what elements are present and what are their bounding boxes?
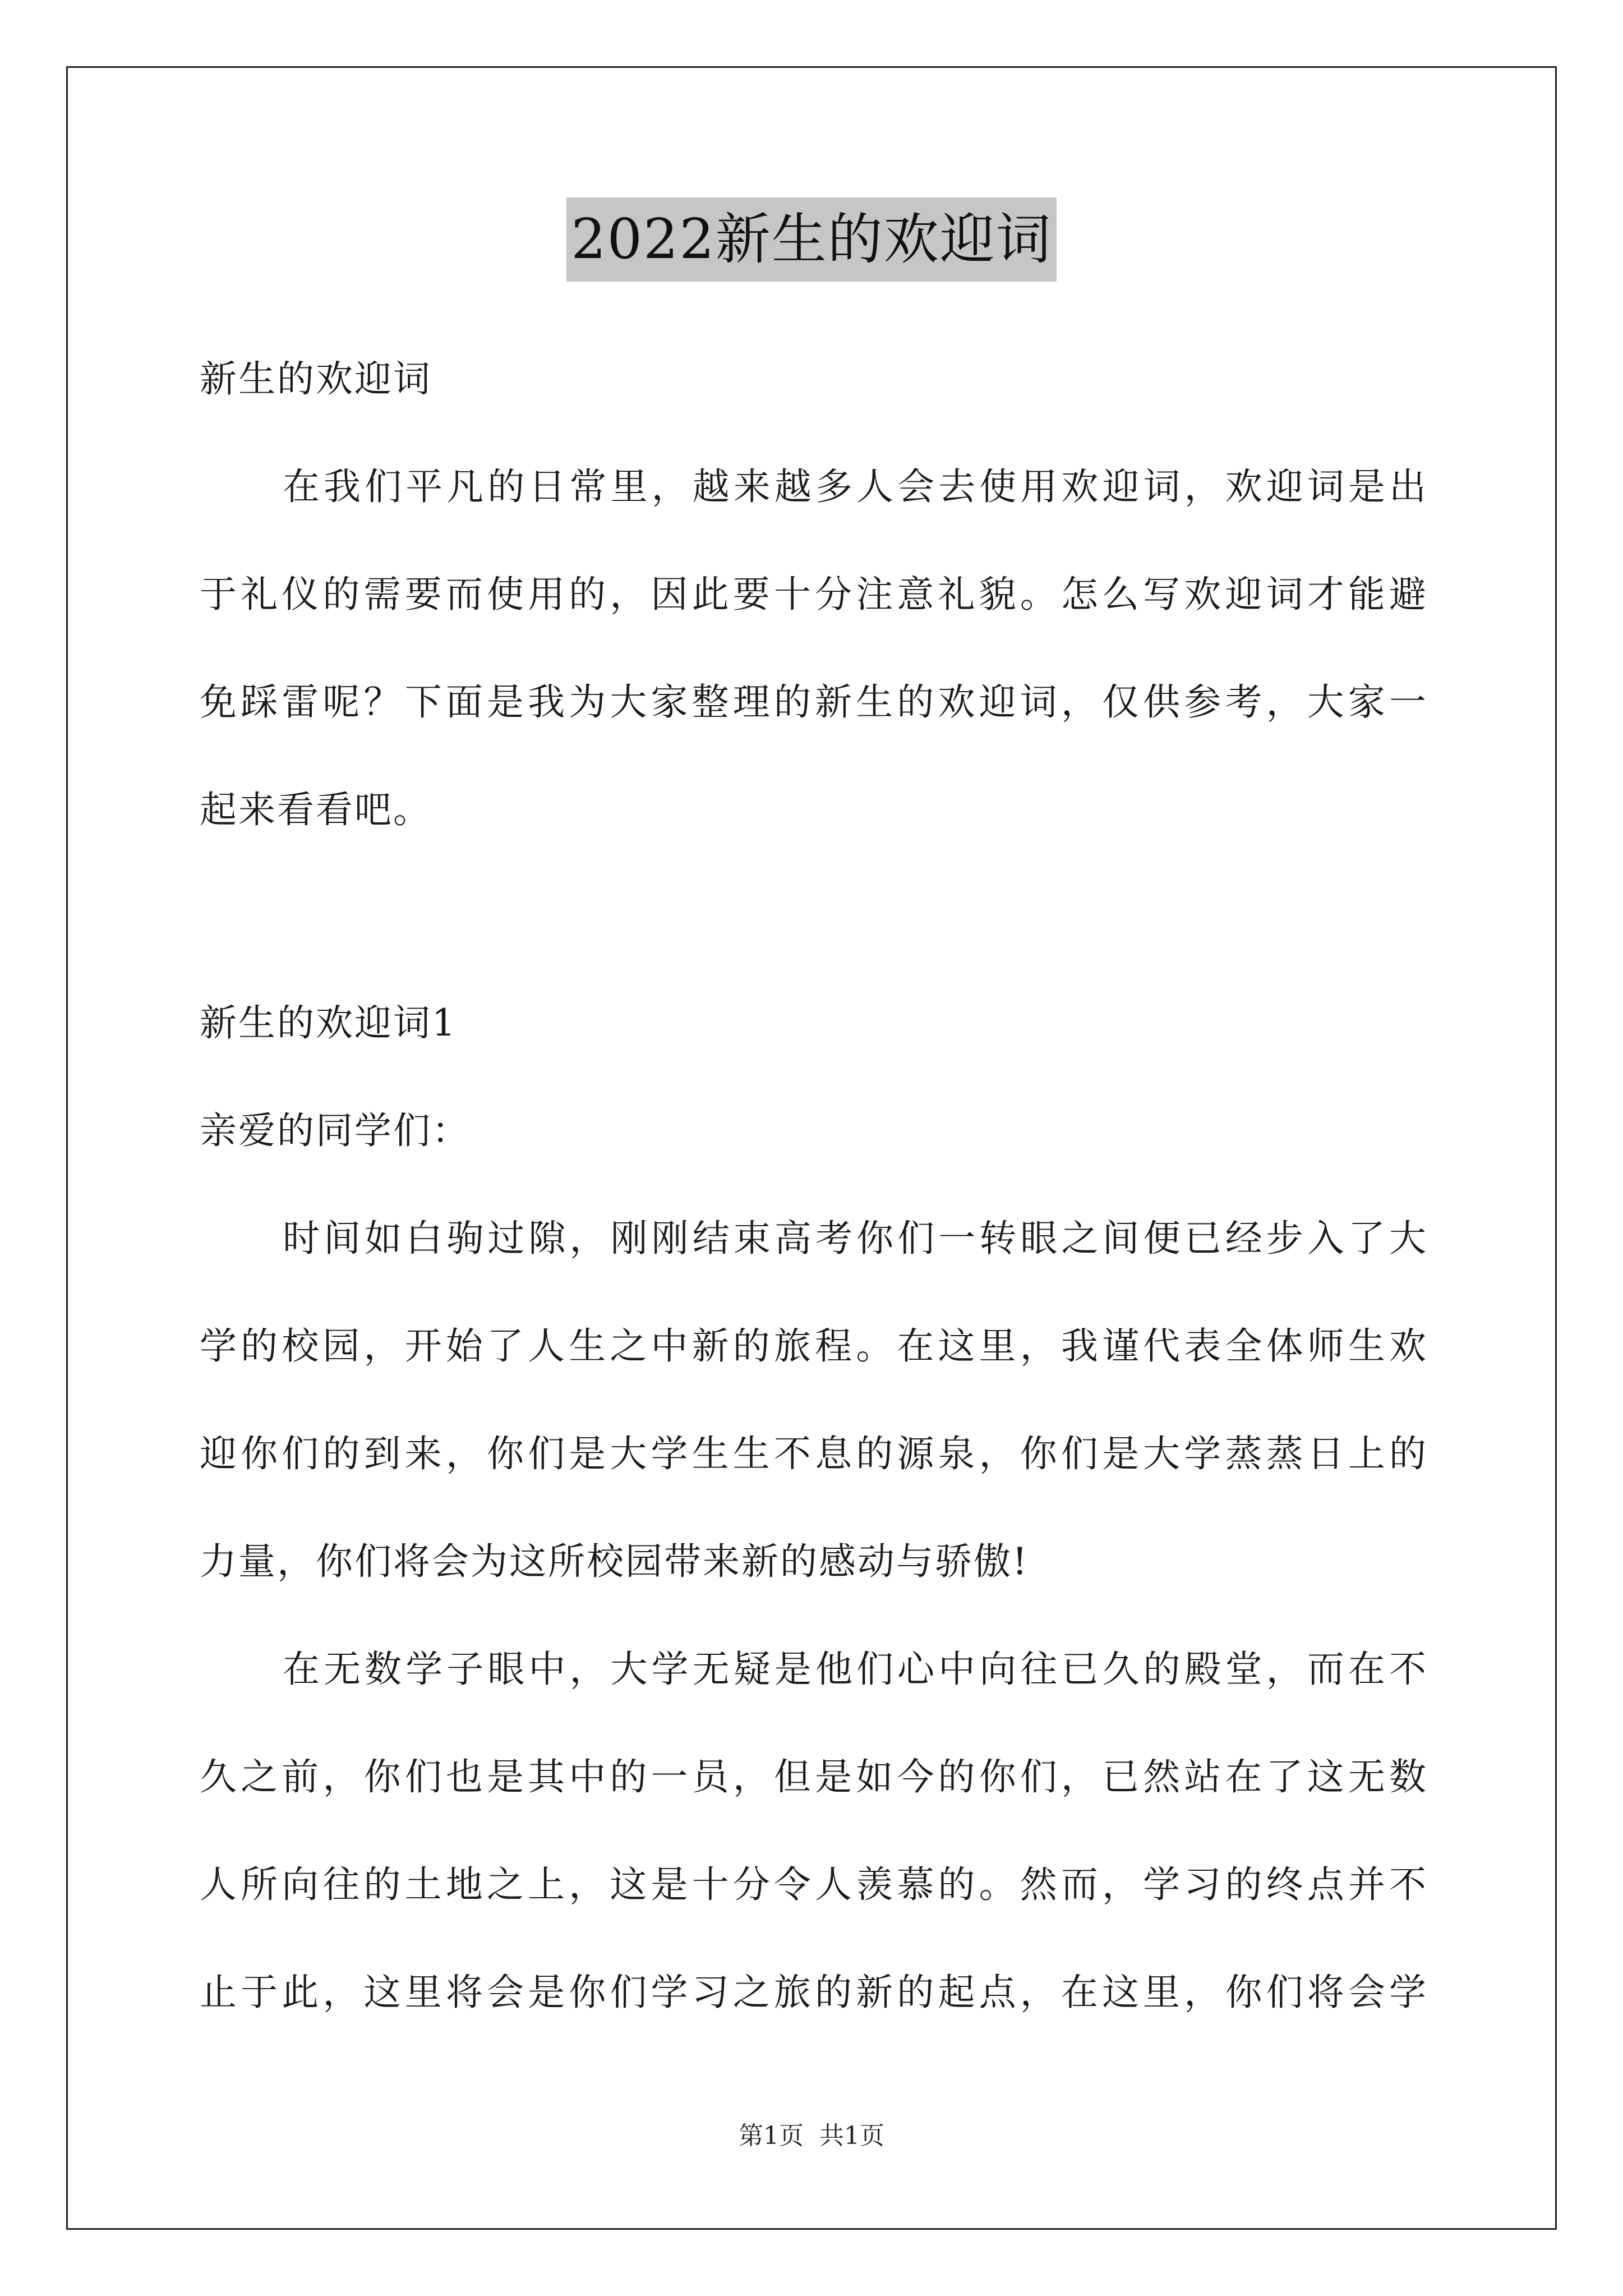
document-body bbox=[200, 325, 1428, 2046]
paragraph-line: 免踩雷呢？下面是我为大家整理的新生的欢迎词，仅供参考，大家一 bbox=[200, 680, 1428, 724]
paragraph-line: 学的校园，开始了人生之中新的旅程。在这里，我谨代表全体师生欢 bbox=[200, 1324, 1428, 1368]
paragraph-line: 力量，你们将会为这所校园带来新的感动与骄傲! bbox=[200, 1540, 1029, 1583]
paragraph-line: 时间如白驹过隙，刚刚结束高考你们一转眼之间便已经步入了大 bbox=[283, 1217, 1428, 1260]
paragraph-line: 止于此，这里将会是你们学习之旅的新的起点，在这里，你们将会学 bbox=[200, 1971, 1428, 2014]
section-spacer bbox=[200, 864, 1428, 969]
paragraph-line: 迎你们的到来，你们是大学生生不息的源泉，你们是大学蒸蒸日上的 bbox=[200, 1432, 1428, 1475]
paragraph-line: 人所向往的土地之上，这是十分令人羡慕的。然而，学习的终点并不 bbox=[200, 1863, 1428, 1906]
paragraph-2 bbox=[200, 1616, 1428, 2046]
paragraph-1 bbox=[200, 1185, 1428, 1616]
intro-heading: 新生的欢迎词 bbox=[200, 357, 432, 401]
paragraph-line: 起来看看吧。 bbox=[200, 788, 432, 831]
page-number: 第1页 bbox=[739, 2122, 804, 2150]
paragraph-line: 于礼仪的需要而使用的，因此要十分注意礼貌。怎么写欢迎词才能避 bbox=[200, 573, 1428, 616]
salutation: 亲爱的同学们： bbox=[200, 1109, 471, 1152]
page-footer bbox=[0, 2119, 1623, 2153]
page-total: 共1页 bbox=[819, 2122, 884, 2150]
paragraph-line: 在我们平凡的日常里，越来越多人会去使用欢迎词，欢迎词是出 bbox=[283, 465, 1428, 508]
title-container bbox=[0, 197, 1623, 282]
paragraph-line: 久之前，你们也是其中的一员，但是如今的你们，已然站在了这无数 bbox=[200, 1755, 1428, 1798]
paragraph-line: 在无数学子眼中，大学无疑是他们心中向往已久的殿堂，而在不 bbox=[283, 1648, 1428, 1691]
document-title: 2022新生的欢迎词 bbox=[566, 197, 1056, 282]
intro-paragraph bbox=[200, 433, 1428, 864]
section-heading: 新生的欢迎词1 bbox=[200, 1001, 457, 1045]
